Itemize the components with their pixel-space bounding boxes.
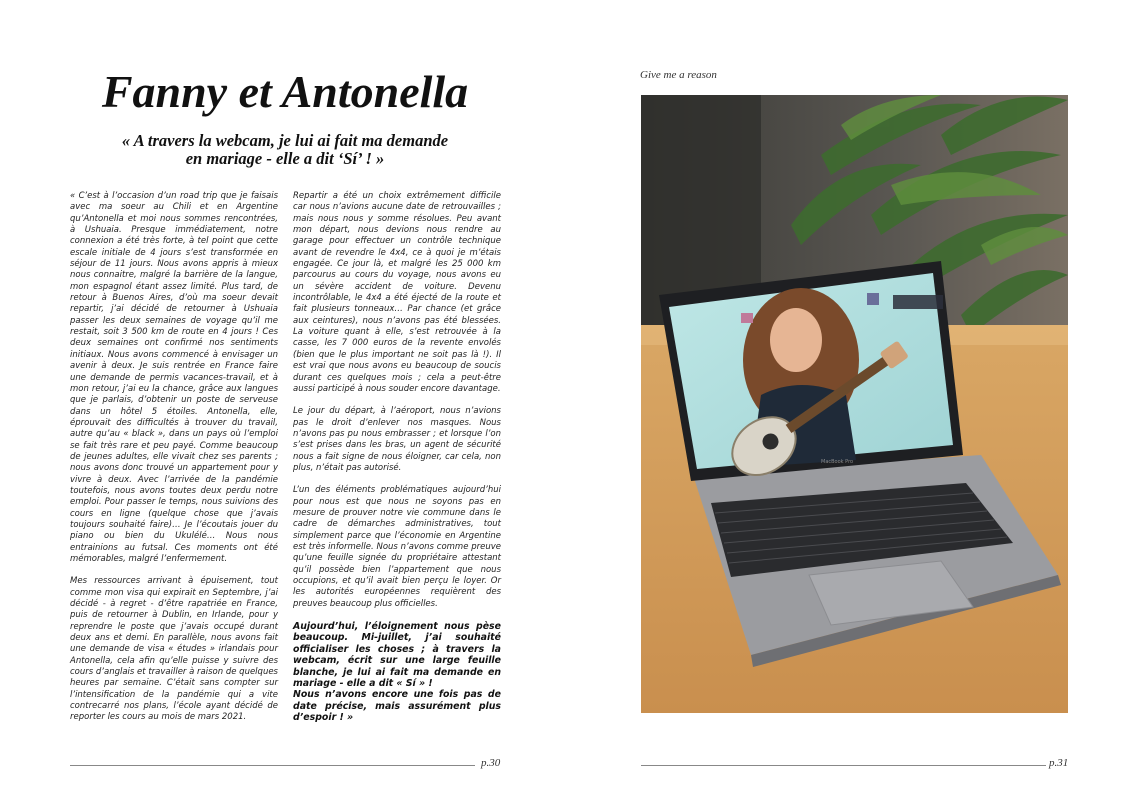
paragraph: Repartir a été un choix extrêmement difficile car nous n’avions aucune date de retrouvailles ; mais nous nous y somme résolues. Peu avant mon départ, nous devions nous rendre au garage pour effectuer un contrôle technique avant de revendre le 4x4, ce à quoi je m’étais engagée. Ce jour là, et malgré les 25 000 km parcourus au cours du voyage, nous avons eu un sévère accident de voiture. Devenu incontrôlable, le 4x4 a été éjecté de la route et fait plusieurs tonneaux… Par chance (et grâce aux ceintures), nous n’avons pas été blessées. La voiture quant à elle, s’est retrouvée à la casse, les 7 000 euros de la revente envolés (bien que le plus important ne soit pas là !). Il est vrai que nous avons eu beaucoup de soucis durant ces quelques mois ; cela a peut-être aussi participé à nous souder encore davantage. [293,191,501,394]
laptop-video-call-photo [641,95,1068,713]
page-number-left: p.30 [481,757,501,769]
paragraph: « C’est à l’occasion d’un road trip que je faisais avec ma soeur au Chili et en Argentine qu’Antonella et moi nous sommes rencontrées, à Ushuaia. Presque immédiatement, notre connexion a été très forte, à tel point que cette escale initiale de 4 jours s’est transformée en séjour de 11 jours. Nous avons appris à mieux nous connaitre, malgré la barrière de la langue, mon espagnol étant assez limité. Plus tard, de retour à Buenos Aires, d’où ma soeur devait repartir, j’ai décidé de retourner à Ushuaia passer les deux semaines de voyage qu’il me restait, soit 3 500 km de route en 4 jours ! Ces deux semaines ont confirmé nos sentiments initiaux. Nous avons commencé à envisager un avenir à deux. Je suis rentrée en France faire une demande de permis vacances-travail, et à mon retour, j’ai eu la chance, grâce aux langues que je parlais, d’obtenir un poste de serveuse dans un hôtel 5 étoiles. Antonella, elle, éprouvait des difficultés à trouver du travail, autre qu’au « black », dans un pays où l’emploi se fait très rare et peu payé. Comme beaucoup de jeunes adultes, elle vivait chez ses parents ; nous avons donc trouvé un appartement pour y vivre à deux. Avec l’arrivée de la pandémie toutefois, nous avons toutes deux perdu notre emploi. Pour passer le temps, nous suivions des cours en ligne (quelque chose que j’avais toujours souhaité faire)… Je l’écoutais jouer du piano ou bien du Ukulélé… Nous nous entrainions au futsal. Ces moments ont été mémorables, malgré l’enfermement. [70,191,278,564]
footer-rule-left [70,765,475,766]
subtitle-line-1: « A travers la webcam, je lui ai fait ma demande [121,131,449,150]
paragraph: Mes ressources arrivant à épuisement, tout comme mon visa qui expirait en Septembre, j’ai décidé - à regret - d’être rapatriée en France, puis de retourner à Dublin, en Irlande, pour y reprendre le poste que j’avais occupé durant deux ans et demi. En parallèle, nous avons fait une demande de visa « études » irlandais pour Antonella, cela afin qu’elle puisse y suivre des cours d’anglais et travailler à raison de quelques heures par semaine. C’était sans compter sur l’intensification de la pandémie qui a vite contrecarré nos plans, l’école ayant décidé de reporter les cours au mois de mars 2021. [70,576,278,723]
bold-paragraph: Nous n’avons encore une fois pas de date précise, mais assurément plus d’espoir ! » [293,689,501,724]
subtitle-line-2: en mariage - elle a dit ‘Sí’ ! » [185,149,385,168]
text-column-1 [70,191,278,735]
running-head: Give me a reason [640,69,717,81]
paragraph: Le jour du départ, à l’aéroport, nous n’avions pas le droit d’enlever nos masques. Nous n’avons pas pu nous embrasser ; et lorsque l’on s’est prises dans les bras, un agent de sécurité nous a fait signe de nous éloigner, car cela, non plus, n’était pas autorisé. [293,406,501,473]
bold-paragraph: Aujourd’hui, l’éloignement nous pèse beaucoup. Mi-juillet, j’ai souhaité officialiser les choses ; à travers la webcam, écrit sur une large feuille blanche, je lui ai fait ma demande en mariage - elle a dit « Sí » ! [293,621,501,690]
text-column-2 [293,191,501,735]
article-subtitle [90,132,480,168]
article-title: Fanny et Antonella [101,66,469,117]
footer-rule-right [641,765,1046,766]
page-number-right: p.31 [1049,757,1069,769]
laptop-label: MacBook Pro [821,459,854,465]
paragraph: L’un des éléments problématiques aujourd’hui pour nous est que nous ne soyons pas en mesure de prouver notre vie commune dans le cadre de démarches administratives, tout simplement parce que l’économie en Argentine est très informelle. Nous n’avons comme preuve qu’une feuille signée du propriétaire attestant qu’il possède bien l’appartement que nous occupions, et qu’il avait bien perçu le loyer. Or les autorités européennes requièrent des preuves beaucoup plus officielles. [293,485,501,609]
